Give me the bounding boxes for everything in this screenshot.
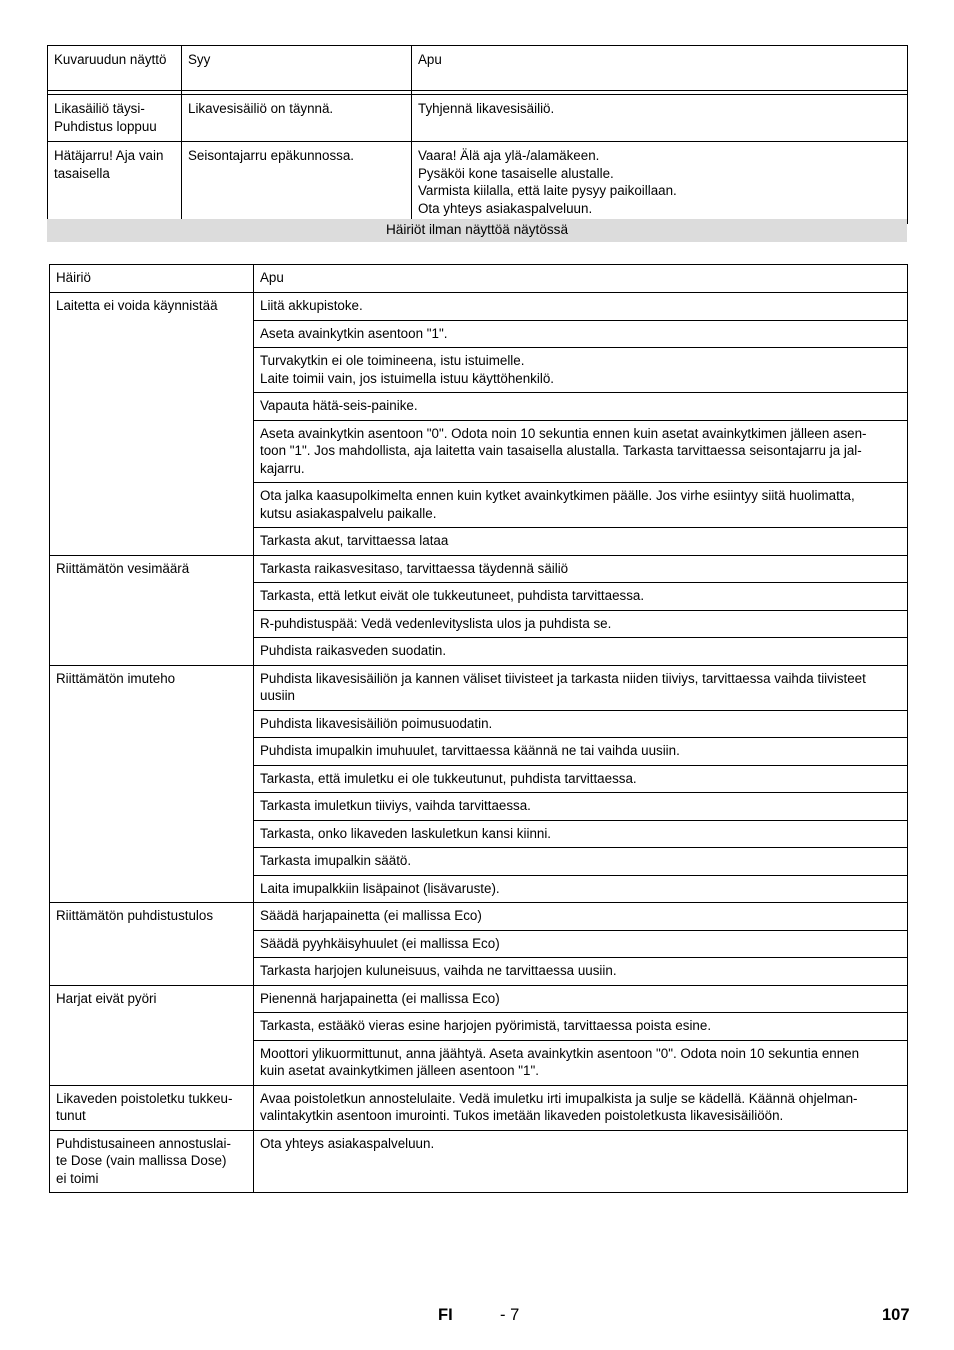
remedy-cell	[254, 528, 908, 556]
remedy-cell	[254, 958, 908, 986]
remedy-cell	[254, 638, 908, 666]
fault-remedy-table	[49, 264, 908, 1193]
remedy-cell	[254, 393, 908, 421]
remedy-cell	[254, 875, 908, 903]
text-line: Riittämätön puhdistustulos	[56, 908, 214, 923]
remedy-cell	[254, 665, 908, 710]
footer-language: FI	[438, 1306, 453, 1324]
remedy-cell	[254, 1013, 908, 1041]
text-line: Säädä harjapainetta (ei mallissa Eco)	[260, 908, 482, 923]
fault-cell	[50, 555, 254, 665]
table-row	[50, 1085, 908, 1130]
remedy-cell	[254, 320, 908, 348]
text-line: Puhdista imupalkin imuhuulet, tarvittaessa käännä ne tai vaihda uusiin.	[260, 743, 680, 758]
remedy-cell	[254, 820, 908, 848]
column-header-remedy: Apu	[412, 46, 908, 91]
remedy-cell	[254, 420, 908, 483]
section-title: Häiriöt ilman näyttöä näytössä	[47, 219, 907, 242]
text-line: Tarkasta, että letkut eivät ole tukkeutuneet, puhdista tarvittaessa.	[260, 588, 645, 603]
text-line: te Dose (vain mallissa Dose)	[56, 1153, 227, 1168]
column-header-display: Kuvaruudun näyttö	[48, 46, 182, 91]
text-line: Laitetta ei voida käynnistää	[56, 298, 218, 313]
remedy-cell	[254, 930, 908, 958]
fault-cell	[50, 293, 254, 556]
display-message-cell: Likasäiliö täysi- Puhdistus loppuu	[48, 95, 182, 142]
remedy-cell: Vaara! Älä aja ylä-/alamäkeen. Pysäköi kone tasaiselle alustalle. Varmista kiilalla, että laite pysyy paikoillaan. Ota yhteys asiakaspalveluun.	[412, 142, 908, 224]
table-row	[50, 665, 908, 710]
table-row	[48, 95, 908, 142]
table-header-row	[50, 265, 908, 293]
text-line: Likaveden poistoletku tukkeu-	[56, 1090, 233, 1106]
text-line: Ota jalka kaasupolkimelta ennen kuin kytket avainkytkimen päälle. Jos virhe esiintyy siitä huolimatta,	[260, 488, 855, 503]
remedy-cell	[254, 738, 908, 766]
table-header-row	[48, 46, 908, 91]
text-line: Puhdista likavesisäiliön poimusuodatin.	[260, 715, 493, 731]
text-line: R-puhdistuspää: Vedä vedenlevityslista ulos ja puhdista se.	[260, 615, 612, 631]
text-line: ei toimi	[56, 1170, 99, 1186]
text-line: Avaa poistoletkun annostelulaite. Vedä imuletku irti imupalkista ja sulje se kädellä. Käännä ohjelman-	[260, 1090, 858, 1106]
remedy-cell	[254, 583, 908, 611]
remedy-cell	[254, 765, 908, 793]
table-row	[50, 985, 908, 1013]
fault-cell	[50, 1130, 254, 1193]
text-line: Liitä akkupistoke.	[260, 298, 363, 313]
text-line: Pienennä harjapainetta (ei mallissa Eco)	[260, 990, 500, 1006]
cause-cell: Likavesisäiliö on täynnä.	[182, 95, 412, 142]
text-line: Puhdista likavesisäiliön ja kannen väliset tiivisteet ja tarkasta niiden tiiviys, tarvittaessa vaihda tiivisteet	[260, 670, 866, 686]
text-line: Vapauta hätä-seis-painike.	[260, 398, 418, 413]
text-line: Moottori ylikuormittunut, anna jäähtyä. Aseta avainkytkin asentoon "0". Odota noin 10 sekuntia ennen	[260, 1045, 860, 1061]
text-line: Harjat eivät pyöri	[56, 990, 157, 1006]
text-line: Tarkasta, estääkö vieras esine harjojen pyörimistä, tarvittaessa poista esine.	[260, 1018, 712, 1033]
text-line: Tarkasta akut, tarvittaessa lataa	[260, 533, 449, 548]
remedy-cell	[254, 555, 908, 583]
text-line: toon "1". Jos mahdollista, aja laitetta vain tasaisella alustalla. Tarkasta tarvittaessa seisontajarru ja jal-	[260, 443, 862, 458]
text-line: Riittämätön vesimäärä	[56, 560, 190, 576]
display-message-cell: Hätäjarru! Aja vain tasaisella	[48, 142, 182, 224]
table-row	[50, 555, 908, 583]
text-line: Tarkasta, onko likaveden laskuletkun kansi kiinni.	[260, 825, 552, 841]
fault-cell	[50, 903, 254, 986]
footer-page-number: 107	[882, 1306, 910, 1324]
cause-cell: Seisontajarru epäkunnossa.	[182, 142, 412, 224]
remedy-cell	[254, 903, 908, 931]
remedy-cell	[254, 1040, 908, 1085]
text-line: Puhdistusaineen annostuslai-	[56, 1135, 231, 1151]
text-line: Puhdista raikasveden suodatin.	[260, 643, 447, 658]
text-line: valintakytkin asentoon imurointi. Tukos imetään likaveden poistoletkusta likavesisäiliöön.	[260, 1108, 784, 1123]
text-line: kuin asetat avainkytkimen jälleen asentoon "1".	[260, 1063, 539, 1078]
remedy-cell	[254, 293, 908, 321]
text-line: Tarkasta harjojen kuluneisuus, vaihda ne tarvittaessa uusiin.	[260, 963, 617, 978]
remedy-cell	[254, 610, 908, 638]
text-line: Tarkasta, että imuletku ei ole tukkeutunut, puhdista tarvittaessa.	[260, 770, 637, 786]
remedy-cell	[254, 848, 908, 876]
remedy-cell	[254, 710, 908, 738]
table-row	[48, 142, 908, 224]
text-line: kajarru.	[260, 460, 305, 476]
text-line: Riittämätön imuteho	[56, 670, 176, 686]
column-header-cause: Syy	[182, 46, 412, 91]
footer-section-page: - 7	[500, 1306, 520, 1324]
text-line: Laite toimii vain, jos istuimella istuu käyttöhenkilö.	[260, 370, 554, 386]
fault-cell	[50, 1085, 254, 1130]
text-line: uusiin	[260, 688, 295, 703]
remedy-cell	[254, 793, 908, 821]
fault-cell	[50, 985, 254, 1085]
text-line: Aseta avainkytkin asentoon "0". Odota noin 10 sekuntia ennen kuin asetat avainkytkimen jälleen asen-	[260, 425, 867, 441]
table-row	[50, 293, 908, 321]
table-row	[50, 1130, 908, 1193]
remedy-cell	[254, 348, 908, 393]
text-line: Tarkasta raikasvesitaso, tarvittaessa täydennä säiliö	[260, 560, 569, 576]
fault-cell	[50, 665, 254, 903]
text-line: Tarkasta imupalkin säätö.	[260, 853, 412, 868]
remedy-cell: Tyhjennä likavesisäiliö.	[412, 95, 908, 142]
remedy-cell	[254, 985, 908, 1013]
text-line: Aseta avainkytkin asentoon "1".	[260, 325, 448, 341]
remedy-cell	[254, 483, 908, 528]
remedy-cell	[254, 1085, 908, 1130]
text-line: tunut	[56, 1108, 86, 1123]
column-header-remedy: Apu	[254, 265, 908, 293]
text-line: Laita imupalkkiin lisäpainot (lisävaruste).	[260, 880, 500, 896]
column-header-fault: Häiriö	[50, 265, 254, 293]
text-line: Tarkasta imuletkun tiiviys, vaihda tarvittaessa.	[260, 798, 531, 813]
text-line: Turvakytkin ei ole toimineena, istu istuimelle.	[260, 353, 525, 368]
table-row	[50, 903, 908, 931]
remedy-cell	[254, 1130, 908, 1193]
text-line: Säädä pyyhkäisyhuulet (ei mallissa Eco)	[260, 935, 500, 951]
text-line: Ota yhteys asiakaspalveluun.	[260, 1135, 435, 1151]
text-line: kutsu asiakaspalvelu paikalle.	[260, 505, 437, 521]
display-messages-table	[47, 45, 908, 224]
